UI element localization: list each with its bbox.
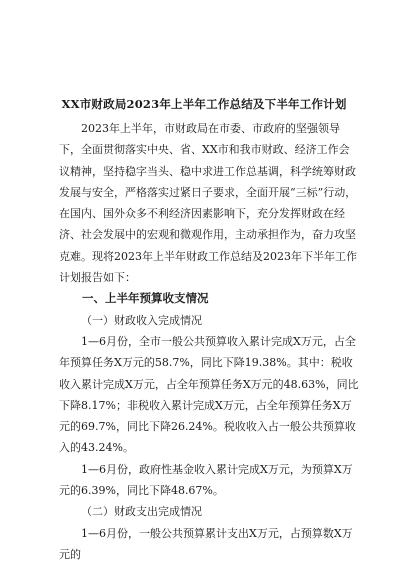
subsection-heading-expenditure: （二）财政支出完成情况 — [81, 505, 202, 519]
expenditure-paragraph: 1—6月份，一般公共预算累计支出X万元，占预算数X万元的 — [59, 526, 353, 561]
section-heading-1: 一、上半年预算收支情况 — [82, 291, 209, 306]
fund-revenue-paragraph: 1—6月份，政府性基金收入累计完成X万元，为预算X万元的6.39%，同比下降48.67%。 — [59, 462, 353, 498]
subsection-heading-revenue: （一）财政收入完成情况 — [81, 313, 202, 327]
revenue-paragraph: 1—6月份，全市一般公共预算收入累计完成X万元，占全年预算任务X万元的58.7%，同比下降19.38%。其中：税收收入累计完成X万元，占全年预算任务X万元的48.63%，同比下降8.17%；非税收入累计完成X万元，占全年预算任务X万元的69.7%，同比下降26.24%。税收收入占一般公共预算收入的43.24%。 — [59, 334, 359, 455]
document-title: XX市财政局2023年上半年工作总结及下半年工作计划 — [61, 97, 347, 111]
document-body — [59, 118, 359, 565]
intro-paragraph: 2023年上半年，市财政局在市委、市政府的坚强领导下，全面贯彻落实中央、省、XX市和我市财政、经济工作会议精神，坚持稳字当头、稳中求进工作总基调，科学统筹财政发展与安全，严格落实过紧日子要求，全面开展“三标”行动，在国内、国外众多不利经济因素影响下，充分发挥财政在经济、社会发展中的宏观和微观作用，主动承担作为，奋力攻坚克难。现将2023年上半年财政工作总结及2023年下半年工作计划报告如下： — [59, 122, 357, 285]
